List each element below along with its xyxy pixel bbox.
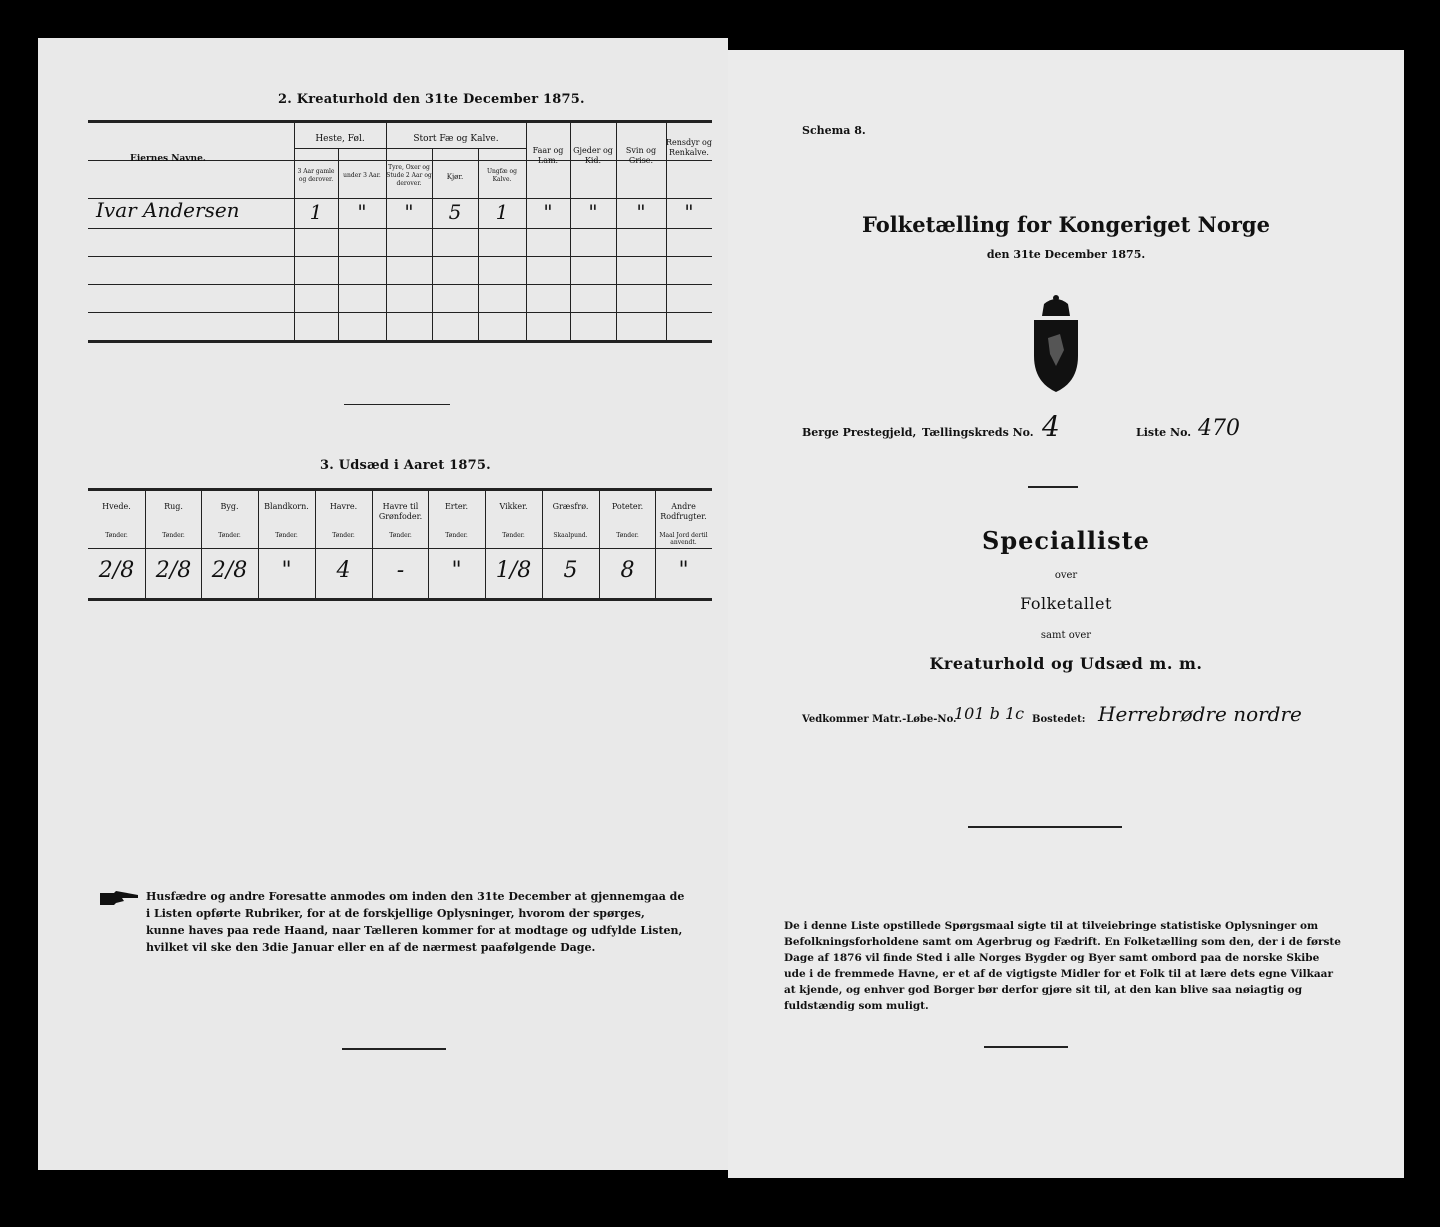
seed-value: 4 (336, 558, 351, 583)
notice-text: Husfædre og andre Foresatte anmodes om inden den 31te December at gjennemgaa de i Listen opførte Rubriker, for at de forskjellige Oplysninger, hvorom der spørges, kunne haves paa rede Haand, naar Tælleren kommer for at modtage og udfylde Listen, hvilket vil ske den 3die Januar eller en af de nærmest paafølgende Dage. (146, 890, 685, 954)
divider (1028, 486, 1078, 488)
table-rule (88, 488, 712, 491)
seed-value: " (678, 558, 689, 583)
seed-value: 2/8 (155, 558, 192, 583)
seed-header-name: Blandkorn. (264, 502, 309, 511)
livestock-value: " (357, 200, 367, 224)
section3-title: 3. Udsæd i Aaret 1875. (320, 458, 491, 473)
table-rule (88, 312, 712, 313)
livestock-value: " (684, 200, 694, 224)
samt-over-text: samt over (1040, 630, 1092, 641)
seed-header-unit: Tønder. (389, 532, 412, 539)
seed-header-name: Havre til Grønfoder. (378, 502, 423, 521)
seed-header-name: Hvede. (102, 502, 131, 511)
bostedet-value: Herrebrødre nordre (1098, 702, 1302, 726)
livestock-value: " (543, 200, 553, 224)
header-cattle-sub1: Tyre, Oxer og Stude 2 Aar og derover. (386, 164, 432, 187)
table-rule (294, 148, 386, 149)
header-reindeer: Rensdyr og Renkalve. (666, 138, 712, 157)
seed-header-unit: Tønder. (445, 532, 468, 539)
table-rule (88, 228, 712, 229)
divider (968, 826, 1122, 828)
list-label: Liste No. (1136, 426, 1192, 439)
livestock-value: " (636, 200, 646, 224)
district-label: Tællingskreds No. (922, 426, 1034, 439)
seed-value: " (451, 558, 462, 583)
seed-header-name: Vikker. (499, 502, 528, 511)
table-rule (386, 148, 526, 149)
seed-value: - (396, 558, 405, 583)
divider (984, 1046, 1068, 1048)
main-title: Folketælling for Kongeriget Norge (862, 212, 1270, 237)
header-horses: Heste, Føl. (315, 134, 365, 144)
header-horses-sub1: 3 Aar gamle og derover. (297, 168, 335, 183)
over-text: over (1054, 570, 1078, 581)
pointing-hand-icon (100, 890, 140, 904)
seed-header-name: Havre. (329, 502, 358, 511)
header-cattle-sub3: Ungfæ og Kalve. (487, 168, 517, 183)
header-cattle-sub2: Kjør. (446, 173, 464, 181)
parish-label: Berge Prestegjeld, (802, 426, 917, 439)
table-rule (88, 598, 712, 601)
district-value: 4 (1042, 410, 1060, 443)
livestock-value: " (404, 200, 414, 224)
left-page (38, 38, 728, 1170)
header-goats: Gjeder og Kid. (573, 146, 613, 165)
right-page (728, 50, 1404, 1178)
date-line: den 31te December 1875. (986, 248, 1146, 261)
seed-value: 2/8 (211, 558, 248, 583)
seed-header-unit: Maal Jord dertil anvendt. (659, 532, 708, 546)
seed-header-unit: Tønder. (502, 532, 525, 539)
seed-header-unit: Skaalpund. (553, 532, 588, 539)
seed-header-unit: Tønder. (332, 532, 355, 539)
table-column-line (294, 122, 295, 340)
seed-value: " (281, 558, 292, 583)
seed-header-name: Byg. (220, 502, 239, 511)
footer-text: De i denne Liste opstillede Spørgsmaal sigte til at tilveiebringe statistiske Oplysninger om Befolkningsforholdene samt om Agerbrug og Fædrift. En Folketælling som den, der i de første Dage af 1876 vil finde Sted i alle Norges Bygder og Byer samt ombord paa de norske Skibe ude i de fremmede Havne, er et af de vigtigste Midler for et Folk til at lære dets egne Vilkaar at kjende, og enhver god Borger bør derfor gjøre sit til, at den kan blive saa nøiagtig og fuldstændig som muligt. (784, 920, 1341, 1012)
schema-label: Schema 8. (802, 124, 866, 137)
livestock-value: " (588, 200, 598, 224)
header-pigs: Svin og Grise. (625, 146, 657, 165)
table-column-line (386, 122, 387, 340)
seed-header-unit: Tønder. (616, 532, 639, 539)
coat-of-arms-icon (1028, 294, 1084, 394)
section2-title: 2. Kreaturhold den 31te December 1875. (278, 92, 585, 107)
matr-value: 101 b 1c (954, 704, 1025, 723)
seed-header-name: Erter. (444, 502, 469, 511)
seed-header-unit: Tønder. (105, 532, 128, 539)
seed-value: 1/8 (495, 558, 532, 583)
matr-label: Vedkommer Matr.-Løbe-No. (802, 714, 957, 725)
seed-header-unit: Tønder. (218, 532, 241, 539)
header-sheep: Faar og Lam. (532, 146, 564, 165)
header-owner: Eiernes Navne. (130, 154, 206, 164)
seed-value: 8 (620, 558, 635, 583)
table-rule (88, 340, 712, 343)
special-title: Specialliste (982, 526, 1150, 555)
seed-header-name: Poteter. (611, 502, 644, 511)
folketallet-text: Folketallet (1020, 594, 1112, 613)
seed-header-unit: Tønder. (162, 532, 185, 539)
livestock-value: 1 (495, 200, 509, 224)
livestock-value: 1 (309, 200, 323, 224)
seed-header-name: Rug. (164, 502, 183, 511)
list-value: 470 (1198, 416, 1240, 441)
livestock-value: 5 (448, 200, 462, 224)
kreaturhold-text: Kreaturhold og Udsæd m. m. (929, 654, 1203, 673)
header-cattle: Stort Fæ og Kalve. (413, 134, 499, 144)
seed-value: 2/8 (98, 558, 135, 583)
table-rule (88, 256, 712, 257)
seed-header-name: Græsfrø. (552, 502, 589, 511)
owner-name: Ivar Andersen (96, 198, 240, 222)
table-rule (88, 548, 712, 549)
divider (342, 1048, 446, 1050)
header-horses-sub2: under 3 Aar. (343, 172, 381, 179)
bostedet-label: Bostedet: (1032, 714, 1086, 725)
seed-header-name: Andre Rodfrugter. (660, 502, 707, 521)
table-rule (88, 120, 712, 123)
table-rule (88, 284, 712, 285)
divider (344, 404, 450, 405)
seed-header-unit: Tønder. (275, 532, 298, 539)
seed-value: 5 (563, 558, 578, 583)
